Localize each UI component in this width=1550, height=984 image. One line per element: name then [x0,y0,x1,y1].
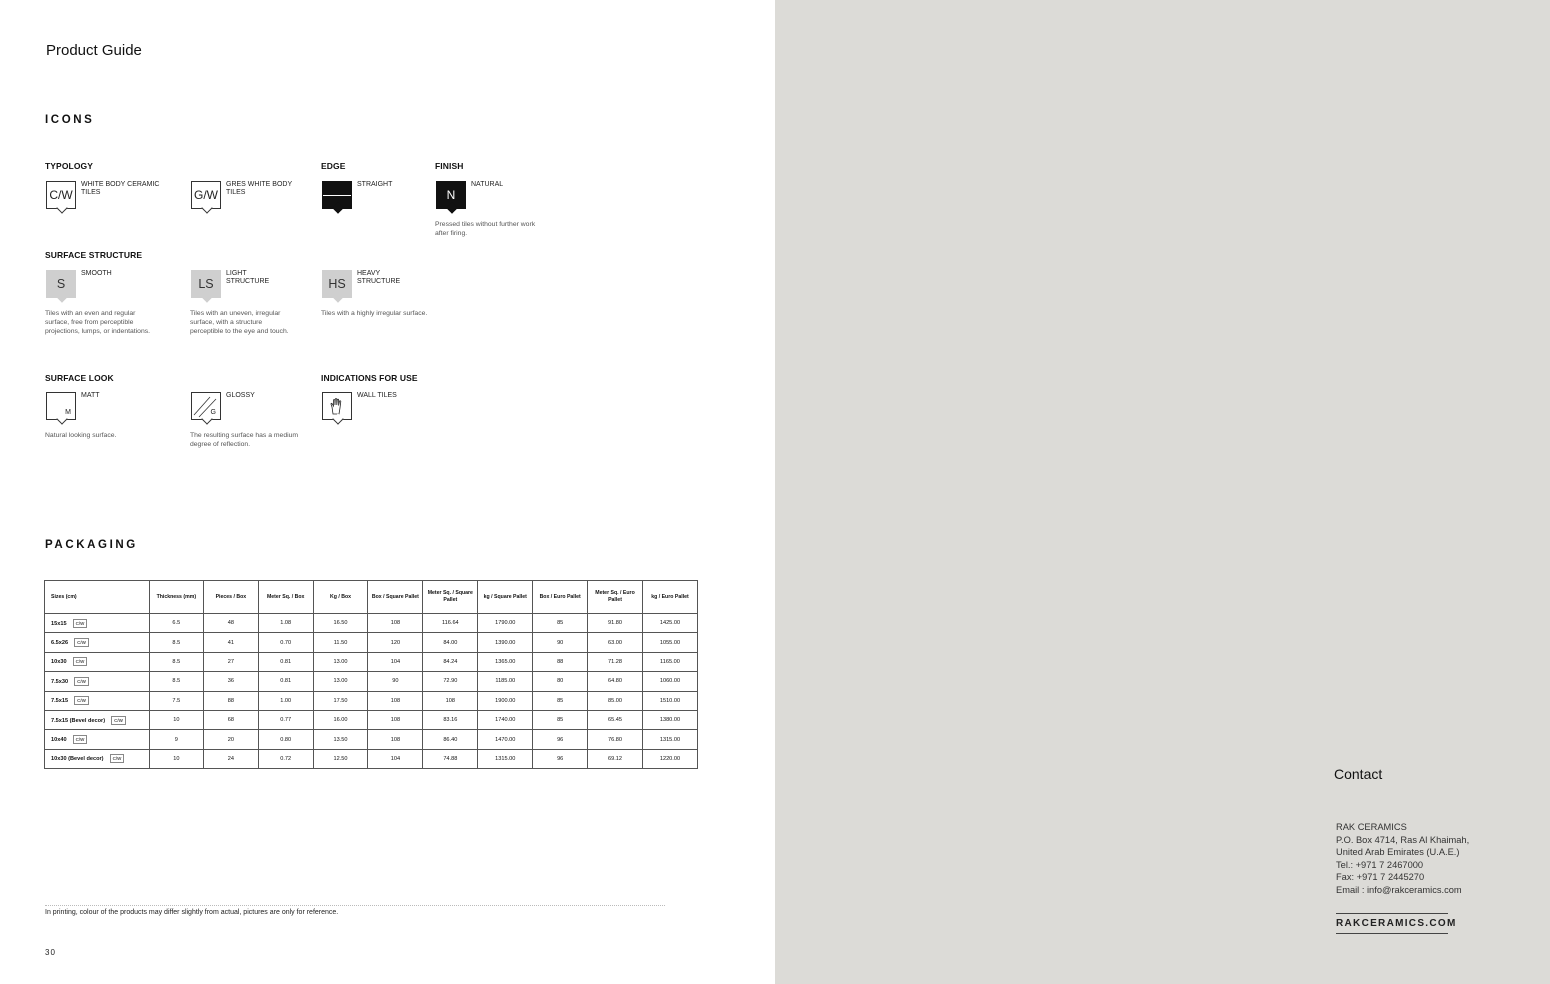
table-cell: 84.00 [423,633,478,652]
icon-label: WHITE BODY CERAMIC TILES [81,181,160,196]
surface-look-title: SURFACE LOOK [45,373,114,383]
table-cell: 0.77 [258,710,313,729]
wall-tiles-hand-icon [322,392,352,420]
table-cell: 85 [533,710,588,729]
column-header: Sizes (cm) [45,581,150,614]
table-cell: 63.00 [588,633,643,652]
icon-label: GLOSSY [226,392,255,399]
typology-tag-icon: C/W [73,619,88,628]
icon-code: LS [198,277,214,291]
size-value: 7.5x15 [51,698,69,705]
table-row [45,710,698,729]
table-cell: 85 [533,614,588,633]
table-cell: 108 [368,691,423,710]
table-cell: 11.50 [313,633,368,652]
table-cell: 88 [533,652,588,671]
table-cell: 20 [203,730,258,749]
table-cell: 1470.00 [478,730,533,749]
contact-title: Contact [1334,766,1383,782]
table-cell: 85 [533,691,588,710]
table-cell: 16.50 [313,614,368,633]
size-value: 7.5x30 [51,678,69,685]
table-cell: 74.88 [423,749,478,768]
column-header: kg / Square Pallet [478,581,533,614]
icon-label: HEAVY STRUCTURE [357,270,401,285]
table-row [45,652,698,671]
table-cell: 1315.00 [642,730,697,749]
table-cell: 0.70 [258,633,313,652]
table-cell: 104 [368,749,423,768]
table-cell: 1220.00 [642,749,697,768]
icon-label: SMOOTH [81,270,112,277]
table-cell: 1380.00 [642,710,697,729]
icon-description: Tiles with an uneven, irregular surface, with a structure perceptible to the eye and touch. [190,310,289,335]
table-cell: 1060.00 [642,672,697,691]
size-cell [45,672,150,691]
size-value: 7.5x15 (Bevel decor) [51,717,106,724]
table-cell: 85.00 [588,691,643,710]
table-cell: 96 [533,749,588,768]
natural-finish-icon [436,181,466,209]
table-cell: 10 [149,749,203,768]
typology-tag-icon: C/W [74,638,89,647]
gres-white-body-icon [191,181,221,209]
icon-description: Tiles with a highly irregular surface. [321,310,428,317]
column-header: Meter Sq. / Euro Pallet [588,581,643,614]
company-name: RAK CERAMICS [1336,822,1407,832]
icon-code: N [446,188,456,202]
table-cell: 1900.00 [478,691,533,710]
size-cell [45,633,150,652]
size-cell [45,749,150,768]
table-cell: 88 [203,691,258,710]
table-cell: 6.5 [149,614,203,633]
table-header-row [45,581,698,614]
icon-code: S [56,277,66,291]
table-cell: 69.12 [588,749,643,768]
table-cell: 48 [203,614,258,633]
table-cell: 7.5 [149,691,203,710]
table-cell: 80 [533,672,588,691]
matt-icon [46,392,76,420]
column-header: Thickness (mm) [149,581,203,614]
surface-structure-title: SURFACE STRUCTURE [45,250,143,260]
table-cell: 1.08 [258,614,313,633]
table-cell: 36 [203,672,258,691]
table-cell: 9 [149,730,203,749]
column-header: Kg / Box [313,581,368,614]
table-cell: 91.80 [588,614,643,633]
address-line: United Arab Emirates (U.A.E.) [1336,847,1460,858]
table-row [45,614,698,633]
white-body-ceramic-icon [46,181,76,209]
table-cell: 108 [368,710,423,729]
table-cell: 17.50 [313,691,368,710]
column-header: Meter Sq. / Box [258,581,313,614]
icon-description: Tiles with an even and regular surface, free from perceptible projections, lumps, or indentations. [45,310,151,335]
size-cell [45,730,150,749]
icon-description: Natural looking surface. [45,432,117,439]
column-header: Meter Sq. / Square Pallet [423,581,478,614]
size-value: 10x40 [51,737,67,744]
size-cell [45,614,150,633]
icon-description: Pressed tiles without further work after firing. [435,221,536,237]
table-cell: 1315.00 [478,749,533,768]
table-cell: 10 [149,710,203,729]
table-cell: 104 [368,652,423,671]
table-row [45,691,698,710]
smooth-structure-icon [46,270,76,298]
size-cell [45,652,150,671]
table-cell: 1055.00 [642,633,697,652]
table-cell: 24 [203,749,258,768]
typology-tag-icon: C/W [74,677,89,686]
table-cell: 116.64 [423,614,478,633]
table-cell: 1790.00 [478,614,533,633]
table-cell: 86.40 [423,730,478,749]
table-cell: 72.90 [423,672,478,691]
table-cell: 90 [368,672,423,691]
table-cell: 1510.00 [642,691,697,710]
table-cell: 68 [203,710,258,729]
page-number: 30 [45,948,56,957]
column-header: Box / Euro Pallet [533,581,588,614]
size-cell [45,710,150,729]
table-cell: 1390.00 [478,633,533,652]
finish-title: FINISH [435,161,464,171]
table-cell: 90 [533,633,588,652]
table-row [45,730,698,749]
table-cell: 12.50 [313,749,368,768]
page-title: Product Guide [46,42,142,59]
icon-label: NATURAL [471,181,504,188]
table-cell: 27 [203,652,258,671]
table-cell: 1365.00 [478,652,533,671]
column-header: Pieces / Box [203,581,258,614]
typology-tag-icon: C/W [74,696,89,705]
edge-title: EDGE [321,161,346,171]
table-cell: 13.50 [313,730,368,749]
typology-tag-icon: C/W [111,716,126,725]
icon-code: M [65,409,71,416]
table-cell: 8.5 [149,633,203,652]
icon-code: G/W [194,188,218,202]
table-cell: 13.00 [313,672,368,691]
size-value: 10x30 [51,659,67,666]
table-cell: 83.16 [423,710,478,729]
footnote-divider [45,905,665,906]
table-cell: 64.80 [588,672,643,691]
email-line[interactable]: Email : info@rakceramics.com [1336,885,1462,895]
icon-description: The resulting surface has a medium degree of reflection. [190,432,299,448]
table-cell: 41 [203,633,258,652]
fax-line: Fax: +971 7 2445270 [1336,872,1425,883]
table-cell: 13.00 [313,652,368,671]
icons-section-title: ICONS [45,114,95,126]
straight-edge-icon [322,181,352,209]
table-cell: 1740.00 [478,710,533,729]
table-cell: 71.28 [588,652,643,671]
table-row [45,672,698,691]
table-cell: 0.72 [258,749,313,768]
column-header: kg / Euro Pallet [642,581,697,614]
table-cell: 120 [368,633,423,652]
icon-code: C/W [49,188,73,202]
typology-tag-icon: C/W [73,657,88,666]
typology-tag-icon: C/W [73,735,88,744]
heavy-structure-icon [322,270,352,298]
table-cell: 1.00 [258,691,313,710]
table-cell: 1185.00 [478,672,533,691]
table-cell: 16.00 [313,710,368,729]
phone-line: Tel.: +971 7 2467000 [1336,859,1424,870]
typology-tag-icon: C/W [110,754,125,763]
table-cell: 1165.00 [642,652,697,671]
icon-code: HS [328,277,346,291]
table-cell: 76.80 [588,730,643,749]
footnote: In printing, colour of the products may differ slightly from actual, pictures are only for reference. [45,909,339,916]
table-row [45,749,698,768]
hand-icon [329,397,345,415]
table-cell: 1425.00 [642,614,697,633]
size-value: 10x30 (Bevel decor) [51,756,104,763]
table-cell: 8.5 [149,652,203,671]
table-cell: 108 [368,730,423,749]
size-value: 15x15 [51,620,67,627]
column-header: Box / Square Pallet [368,581,423,614]
packaging-section-title: PACKAGING [45,539,138,551]
icon-label: WALL TILES [357,392,397,399]
packaging-table [44,580,698,769]
table-cell: 96 [533,730,588,749]
table-cell: 108 [368,614,423,633]
table-cell: 8.5 [149,672,203,691]
glossy-icon [191,392,221,420]
table-cell: 65.45 [588,710,643,729]
size-value: 6.5x26 [51,640,69,647]
website-link[interactable]: RAKCERAMICS.COM [1336,913,1448,934]
indications-title: INDICATIONS FOR USE [321,373,418,383]
icon-label: STRAIGHT [357,181,393,188]
table-cell: 84.24 [423,652,478,671]
size-cell [45,691,150,710]
table-cell: 108 [423,691,478,710]
icon-label: LIGHT STRUCTURE [226,270,270,285]
table-cell: 0.81 [258,652,313,671]
table-cell: 0.81 [258,672,313,691]
address-line: P.O. Box 4714, Ras Al Khaimah, [1336,834,1470,845]
icon-label: GRES WHITE BODY TILES [226,181,292,196]
icon-code: G [210,409,216,416]
light-structure-icon [191,270,221,298]
typology-title: TYPOLOGY [45,161,94,171]
table-cell: 0.80 [258,730,313,749]
icon-label: MATT [81,392,100,399]
table-row [45,633,698,652]
